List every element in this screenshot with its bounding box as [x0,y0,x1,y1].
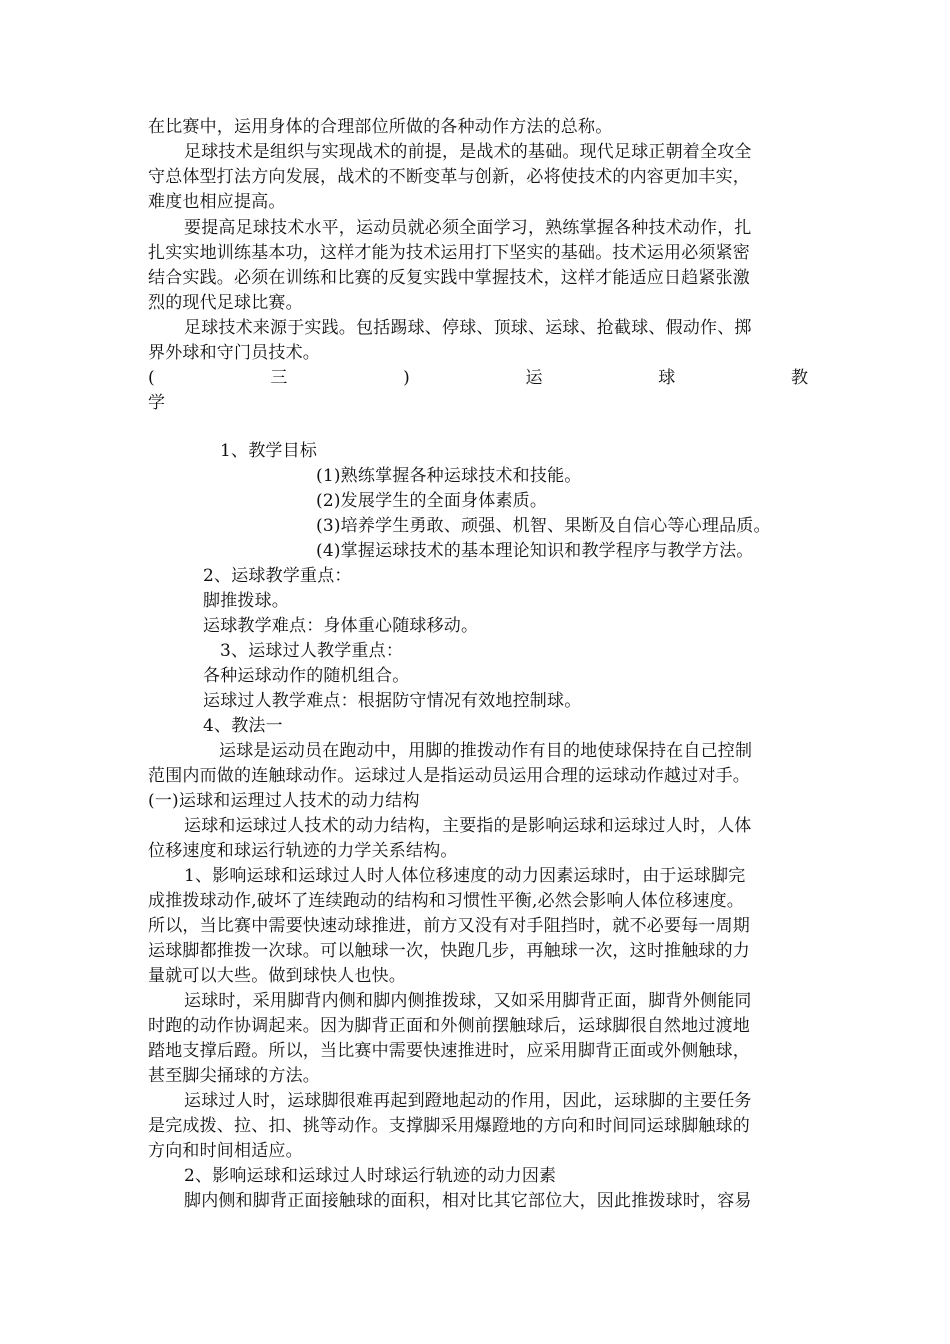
heading-char: 教 [790,368,808,388]
text-line: 运球是运动员在跑动中，用脚的推拨动作有目的地使球保持在自己控制 [219,741,753,761]
text-line: 方向和时间相适应。 [148,1141,303,1161]
heading-char: 球 [658,368,676,388]
text-line: 脚内侧和脚背正面接触球的面积，相对比其它部位大，因此推拨球时，容易 [184,1191,752,1211]
text-line: 足球技术来源于实践。包括踢球、停球、顶球、运球、抢截球、假动作、掷 [184,318,752,338]
text-line: 运球时，采用脚背内侧和脚内侧推拨球，又如采用脚背正面，脚背外侧能同 [184,991,752,1011]
text-line: 扎实实地训练基本功，这样才能为技术运用打下坚实的基础。技术运用必须紧密 [148,243,750,263]
text-line: (3)培养学生勇敢、顽强、机智、果断及自信心等心理品质。 [316,516,771,536]
text-line: (4)掌握运球技术的基本理论知识和教学程序与教学方法。 [316,541,754,561]
text-line: 脚推拨球。 [203,591,289,611]
text-line: 运球教学难点：身体重心随球移动。 [203,616,479,636]
text-line: 2、运球教学重点： [203,566,352,586]
text-line: 难度也相应提高。 [148,192,286,212]
text-line: 守总体型打法方向发展，战术的不断变革与创新，必将使技术的内容更加丰实， [148,167,750,187]
text-line: 界外球和守门员技术。 [148,343,320,363]
heading-char: ( [148,368,155,388]
heading-char: ) [403,368,410,388]
text-line: (2)发展学生的全面身体素质。 [316,491,548,511]
text-line: 踏地支撑后蹬。所以，当比赛中需要快速推进时，应采用脚背正面或外侧触球， [148,1041,750,1061]
text-line: (一)运球和运理过人技术的动力结构 [148,791,420,811]
text-line: 结合实践。必须在训练和比赛的反复实践中掌握技术，这样才能适应日趋紧张激 [148,268,750,288]
text-line: 各种运球动作的随机组合。 [203,666,410,686]
text-line: 要提高足球技术水平，运动员就必须全面学习，熟练掌握各种技术动作，扎 [184,218,752,238]
text-line: 成推拨球动作,破坏了连续跑动的结构和习惯性平衡,必然会影响人体位移速度。 [148,891,745,911]
section-heading-tail: 学 [148,393,166,413]
text-line: 位移速度和球运行轨迹的力学关系结构。 [148,841,458,861]
text-line: 4、教法一 [203,716,283,736]
text-line: 1、影响运球和运球过人时人体位移速度的动力因素运球时，由于运球脚完 [184,866,746,886]
text-line: 甚至脚尖捅球的方法。 [148,1066,320,1086]
heading-char: 三 [270,368,288,388]
text-line: 量就可以大些。做到球快人也快。 [148,966,406,986]
section-heading-spread [148,366,808,390]
text-line: (1)熟练掌握各种运球技术和技能。 [316,466,582,486]
heading-char: 运 [525,368,543,388]
text-line: 是完成拨、拉、扣、挑等动作。支撑脚采用爆蹬地的方向和时间同运球脚触球的 [148,1116,750,1136]
text-line: 1、教学目标 [220,441,318,461]
text-line: 烈的现代足球比赛。 [148,293,303,313]
text-line: 范围内而做的连触球动作。运球过人是指运动员运用合理的运球动作越过对手。 [148,766,750,786]
text-line: 足球技术是组织与实现战术的前提，是战术的基础。现代足球正朝着全攻全 [184,142,752,162]
text-line: 所以，当比赛中需要快速动球推进，前方又没有对手阻挡时，就不必要每一周期 [148,916,750,936]
text-line: 3、运球过人教学重点： [220,641,404,661]
text-line: 时跑的动作协调起来。因为脚背正面和外侧前摆触球后，运球脚很自然地过渡地 [148,1016,750,1036]
text-line: 在比赛中，运用身体的合理部位所做的各种动作方法的总称。 [148,117,613,137]
text-line: 2、影响运球和运球过人时球运行轨迹的动力因素 [184,1166,557,1186]
text-line: 运球脚都推拨一次球。可以触球一次，快跑几步，再触球一次，这时推触球的力 [148,941,750,961]
text-line: 运球过人教学难点：根据防守情况有效地控制球。 [203,691,582,711]
text-line: 运球过人时，运球脚很难再起到蹬地起动的作用，因此，运球脚的主要任务 [184,1091,752,1111]
text-line: 运球和运球过人技术的动力结构，主要指的是影响运球和运球过人时，人体 [184,816,752,836]
